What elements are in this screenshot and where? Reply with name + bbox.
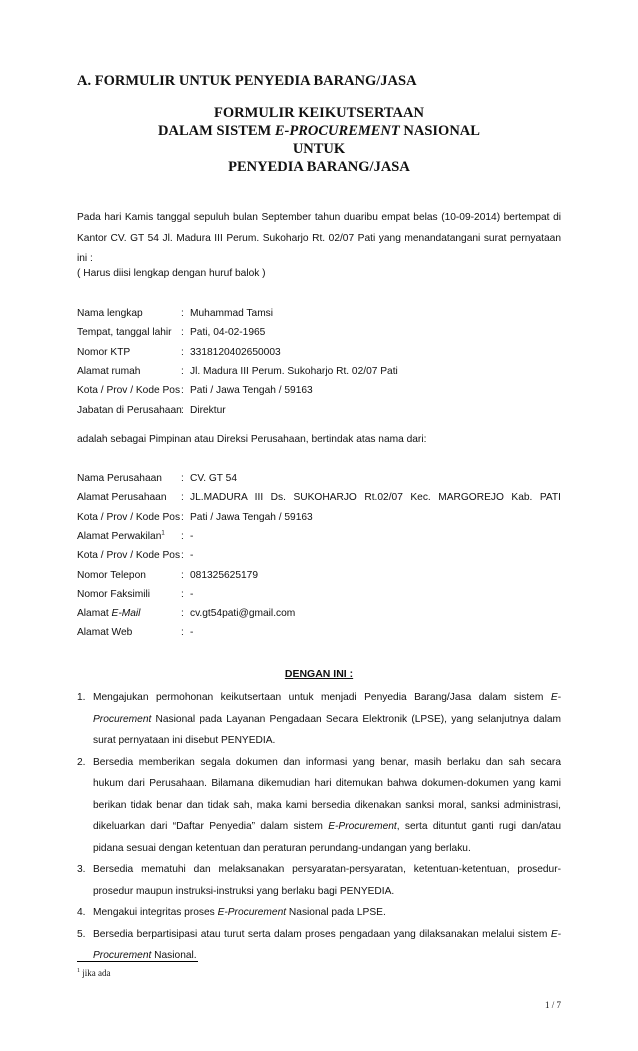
field-value: Pati, 04-02-1965 xyxy=(190,327,266,339)
field-value: Muhammad Tamsi xyxy=(190,308,274,319)
field-row xyxy=(77,382,561,400)
field-label: Nama Perusahaan xyxy=(77,473,162,484)
statement-text: Bersedia memberikan segala dokumen dan informasi yang benar, masih berlaku dan sah secara hukum dari Perusahaan. Bilamana dikemudian hari ditemukan bahwa dokumen-dokumen yang kami berikan tidak benar dan tidak sah, maka kami bersedia dikenakan sanksi moral, sanksi administrasi, dikeluarkan dari “Daftar Penyedia” dalam sistem E-Procurement, serta dituntut ganti rugi dan/atau pidana sesuai dengan ketentuan dan peraturan perundang-undangan yang berlaku. xyxy=(93,756,561,854)
field-label: Nama lengkap xyxy=(77,308,143,319)
field-colon: : xyxy=(181,327,184,339)
title-line-2-a: DALAM SISTEM xyxy=(158,123,275,139)
footnote xyxy=(77,968,111,978)
footnote-text: jika ada xyxy=(82,968,111,978)
statement-text: Mengajukan permohonan keikutsertaan untuk menjadi Penyedia Barang/Jasa dalam sistem E-Procurement Nasional pada Layanan Pengadaan Secara Elektronik (LPSE), yang selanjutnya dalam surat pernyataan ini disebut PENYEDIA. xyxy=(93,692,561,746)
field-colon: : xyxy=(181,569,184,581)
field-colon: : xyxy=(181,550,184,562)
section-heading: A. FORMULIR UNTUK PENYEDIA BARANG/JASA xyxy=(77,73,417,89)
field-label: Alamat Perusahaan xyxy=(77,492,167,504)
field-row xyxy=(77,305,561,323)
field-value: cv.gt54pati@gmail.com xyxy=(190,608,296,620)
field-label: Alamat Perwakilan$^1$ xyxy=(77,530,165,542)
field-colon: : xyxy=(181,530,184,542)
field-value: Pati / Jawa Tengah / 59163 xyxy=(190,385,313,397)
footnote-ref: 1 xyxy=(161,530,165,537)
footnote-divider xyxy=(77,961,198,962)
field-row xyxy=(77,324,561,342)
field-label: Kota / Prov / Kode Pos xyxy=(77,550,181,562)
title-line-1: FORMULIR KEIKUTSERTAAN xyxy=(214,105,424,121)
statement-item xyxy=(77,752,561,860)
field-colon: : xyxy=(181,588,184,600)
field-row xyxy=(77,402,561,420)
field-row xyxy=(77,567,561,585)
field-row xyxy=(77,470,561,488)
statement-emph: E-Procurement xyxy=(93,692,561,725)
statement-text: Bersedia mematuhi dan melaksanakan persyaratan-persyaratan, ketentuan-ketentuan, prosedur-prosedur maupun instruksi-instruksi yang berlaku bagi PENYEDIA. xyxy=(93,864,561,897)
field-value: - xyxy=(190,627,194,639)
field-row xyxy=(77,363,561,381)
field-label: Alamat Web xyxy=(77,627,133,639)
field-label: Kota / Prov / Kode Pos xyxy=(77,385,181,397)
field-value: - xyxy=(190,550,194,562)
title-line-2-emph: E-PROCUREMENT xyxy=(274,123,400,139)
title-line-4: PENYEDIA BARANG/JASA xyxy=(228,159,410,175)
field-value: 081325625179 xyxy=(190,569,258,581)
field-colon: : xyxy=(181,608,184,620)
field-value: Jl. Madura III Perum. Sukoharjo Rt. 02/07 Pati xyxy=(190,365,398,377)
field-colon: : xyxy=(181,365,184,377)
statement-list xyxy=(77,687,561,967)
footnote-marker: 1 xyxy=(77,968,80,974)
field-label: Tempat, tanggal lahir xyxy=(77,327,172,339)
statement-emph: E-Procurement xyxy=(328,821,397,832)
field-value: 3318120402650003 xyxy=(190,346,281,358)
field-label: Jabatan di Perusahaan xyxy=(77,404,182,416)
statement-item xyxy=(77,687,561,752)
field-value: CV. GT 54 xyxy=(190,473,238,484)
field-label: Alamat rumah xyxy=(77,365,141,377)
field-row xyxy=(77,547,561,565)
intro-paragraph: Pada hari Kamis tanggal sepuluh bulan September tahun duaribu empat belas (10-09-2014) bertempat di Kantor CV. GT 54 Jl. Madura III Perum. Sukoharjo Rt. 02/07 Pati yang menandatangani surat pernyataan ini : xyxy=(77,212,561,264)
field-row xyxy=(77,489,561,507)
field-label-emph: E-Mail xyxy=(111,608,141,620)
field-colon: : xyxy=(181,385,184,397)
field-colon: : xyxy=(181,492,184,504)
field-row xyxy=(77,509,561,527)
page-number: 1 / 7 xyxy=(544,1000,561,1010)
field-value: Pati / Jawa Tengah / 59163 xyxy=(190,511,313,523)
field-row xyxy=(77,528,561,546)
field-value: - xyxy=(190,530,194,542)
acting-as-statement: adalah sebagai Pimpinan atau Direksi Perusahaan, bertindak atas nama dari: xyxy=(77,434,427,445)
field-value: Direktur xyxy=(190,404,226,416)
statement-number: 5. xyxy=(77,928,86,940)
statement-item xyxy=(77,902,561,924)
field-row xyxy=(77,624,561,642)
title-line-3: UNTUK xyxy=(292,141,346,157)
title-line-2-c: NASIONAL xyxy=(399,123,480,139)
statement-number: 1. xyxy=(77,692,86,703)
statement-number: 2. xyxy=(77,756,86,768)
field-colon: : xyxy=(181,473,184,484)
field-label: Alamat E-Mail xyxy=(77,608,141,620)
statement-item xyxy=(77,859,561,902)
field-value: - xyxy=(190,588,194,600)
dengan-ini-heading: DENGAN INI : xyxy=(284,668,354,680)
field-label: Kota / Prov / Kode Pos xyxy=(77,511,181,523)
statement-emph: E-Procurement xyxy=(93,928,561,961)
statement-text: Mengakui integritas proses E-Procurement Nasional pada LPSE. xyxy=(93,907,386,918)
field-row xyxy=(77,344,561,362)
statement-number: 4. xyxy=(77,907,86,918)
field-value: JL.MADURA III Ds. SUKOHARJO Rt.02/07 Kec. MARGOREJO Kab. PATI xyxy=(190,492,561,504)
field-colon: : xyxy=(181,346,184,358)
field-row xyxy=(77,605,561,623)
statement-text: Bersedia berpartisipasi atau turut serta dalam proses pengadaan yang dilaksanakan melalui sistem E-Procurement Nasional. xyxy=(93,928,561,961)
statement-number: 3. xyxy=(77,864,86,875)
field-label: Nomor Faksimili xyxy=(77,588,151,600)
field-label: Nomor Telepon xyxy=(77,569,146,581)
intro-note: ( Harus diisi lengkap dengan huruf balok ) xyxy=(77,268,266,279)
field-colon: : xyxy=(181,627,184,639)
title-line-2 xyxy=(77,122,561,140)
field-label: Nomor KTP xyxy=(77,346,131,358)
field-colon: : xyxy=(181,308,184,319)
statement-emph: E-Procurement xyxy=(217,907,287,918)
form-title xyxy=(77,104,561,176)
field-colon: : xyxy=(181,404,184,416)
field-colon: : xyxy=(181,511,184,523)
field-row xyxy=(77,586,561,604)
